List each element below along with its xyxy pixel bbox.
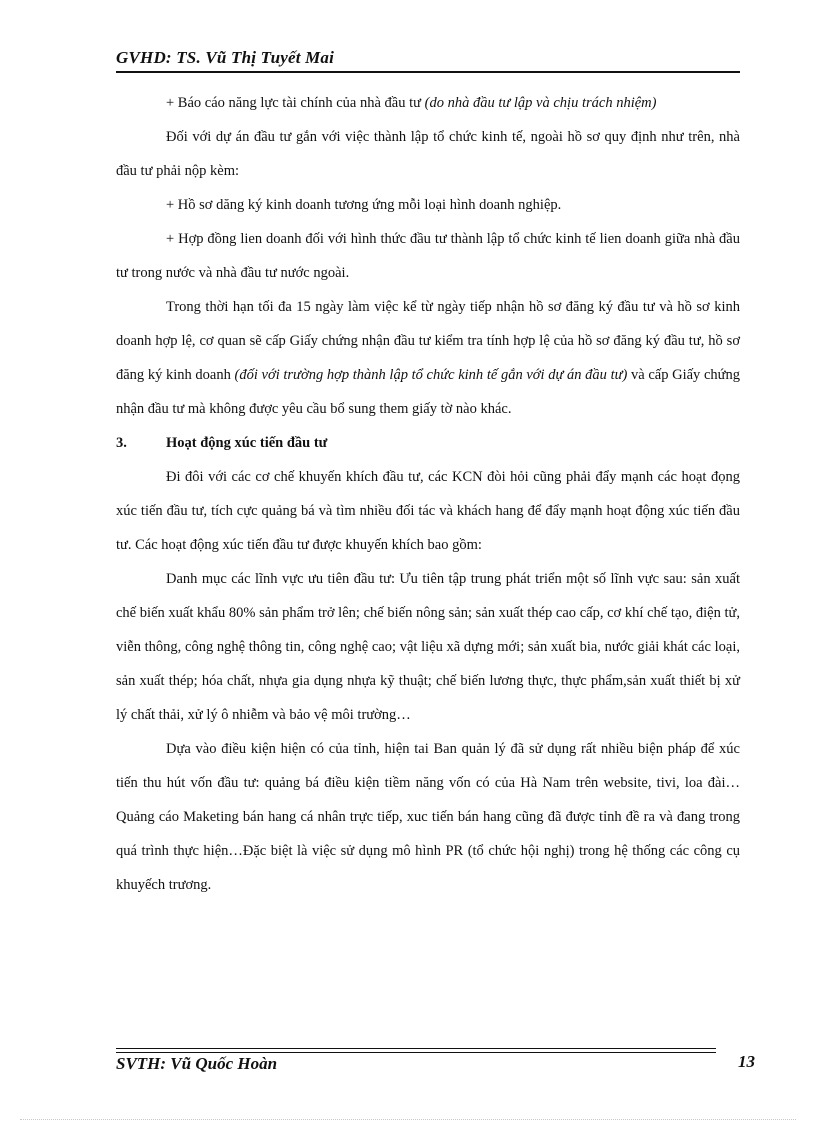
paragraph-economic-org: Đối với dự án đầu tư gắn với việc thành lập tổ chức kinh tế, ngoài hồ sơ quy định như trên, nhà đầu tư phải nộp kèm: bbox=[116, 129, 740, 179]
section-heading bbox=[116, 426, 740, 460]
paragraph-investment-promotion: Đi đôi với các cơ chế khuyến khích đầu tư, các KCN đòi hỏi cũng phải đẩy mạnh các hoạt đọng xúc tiến đầu tư, tích cực quảng bá và tìm nhiều đối tác và khách hang để đẩy mạnh hoạt động xúc tiến đầu tư. Các hoạt động xúc tiến đầu tư được khuyến khích bao gồm: bbox=[116, 469, 740, 553]
footer-divider-bottom bbox=[116, 1052, 716, 1053]
paragraph-promotion-measures: Dựa vào điều kiện hiện có của tỉnh, hiện tai Ban quản lý đã sử dụng rất nhiều biện pháp để xúc tiến thu hút vốn đầu tư: quảng bá điều kiện tiềm năng vốn có của Hà Nam trên website, tivi, loa đài…Quảng cáo Maketing bán hang cá nhân trực tiếp, xuc tiến bán hang cũng đã được tỉnh đề ra và đang trong quá trình thực hiện…Đặc biệt là việc sử dụng mô hình PR (tổ chức hội nghị) trong hệ thống các công cụ khuyếch trương. bbox=[116, 741, 740, 893]
paragraph-business-registration: + Hồ sơ dăng ký kinh doanh tương ứng mỗi loại hình doanh nghiệp. bbox=[166, 197, 562, 213]
section-number: 3. bbox=[116, 435, 127, 451]
paragraph-italic-note: (do nhà đầu tư lập và chịu trách nhiệm) bbox=[424, 95, 657, 111]
header-title: GVHD: TS. Vũ Thị Tuyết Mai bbox=[116, 48, 335, 67]
page-number: 13 bbox=[738, 1052, 755, 1071]
paragraph-italic-note: (đối với trường hợp thành lập tổ chức kinh tế gắn với dự án đầu tư) bbox=[234, 367, 628, 383]
footer-author: SVTH: Vũ Quốc Hoàn bbox=[116, 1054, 278, 1073]
paragraph-text: Trong thời hạn tối đa 15 ngày làm việc kể từ ngày tiếp nhận hồ sơ đăng ký đầu tư và hồ sơ kinh doanh hợp lệ, cơ quan sẽ cấp Giấy chứng nhận đầu tư kiểm tra tính hợp lệ của hồ sơ đăng ký đầu tư, hồ sơ đăng ký kinh doanh bbox=[116, 299, 740, 383]
paragraph-time-limit bbox=[116, 290, 740, 426]
page-boundary-dotted-line bbox=[20, 1119, 796, 1120]
paragraph-priority-sectors: Danh mục các lĩnh vực ưu tiên đầu tư: Ưu tiên tập trung phát triển một số lĩnh vực sau: sản xuất chế biến xuất khẩu 80% sản phẩm trở lên; chế biến nông sản; sản xuất thép cao cấp, cơ khí chế tạo, điện tử, viễn thông, công nghệ thông tin, công nghệ cao; vật liệu xã dựng mới; sản xuất bia, nước giải khát các loại, sản xuất thép; hóa chất, nhựa gia dụng nhựa kỹ thuật; chế biến lương thực, thực phẩm,sản xuất thiết bị xử lý chất thải, xử lý ô nhiễm và bảo vệ môi trường… bbox=[116, 571, 740, 723]
paragraph-joint-venture: + Hợp đồng lien doanh đối với hình thức đầu tư thành lập tổ chức kinh tế lien doanh giữa nhà đầu tư trong nước và nhà đầu tư nước ngoài. bbox=[116, 231, 740, 281]
paragraph-financial-report bbox=[116, 86, 740, 120]
paragraph-text-continued: và cấp Giấy chứng nhận đầu tư mà không được yêu cầu bổ sung them giấy tờ nào khác. bbox=[116, 367, 740, 417]
section-title: Hoạt động xúc tiến đầu tư bbox=[166, 435, 328, 451]
page-body bbox=[116, 86, 740, 902]
footer-divider-top bbox=[116, 1048, 716, 1049]
paragraph-text: + Báo cáo năng lực tài chính của nhà đầu tư bbox=[166, 95, 425, 111]
header-divider bbox=[116, 71, 740, 73]
